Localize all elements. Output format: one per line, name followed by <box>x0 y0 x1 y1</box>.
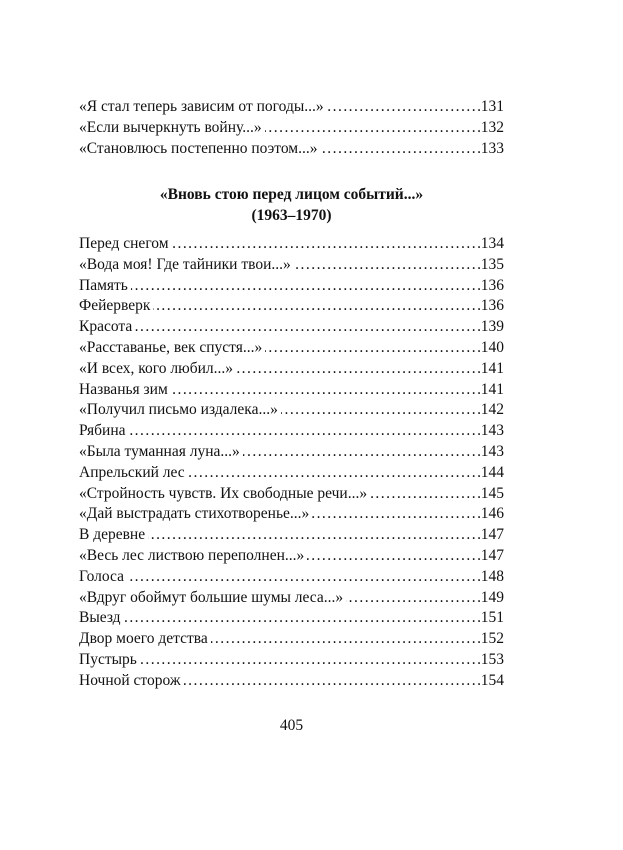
toc-entry <box>79 400 504 421</box>
toc-entry-page: 147 <box>480 526 504 544</box>
toc-entry <box>79 338 504 359</box>
dot-leader <box>265 338 480 359</box>
dot-leader <box>148 525 480 546</box>
dot-leader <box>171 380 480 401</box>
toc-entry <box>79 118 504 139</box>
toc-entry-title: «Дай выстрадать стихотворенье...» <box>79 505 310 523</box>
toc-entry-page: 142 <box>480 401 504 419</box>
dot-leader <box>127 567 480 588</box>
toc-entry-title: В деревне <box>79 526 146 544</box>
toc-entry <box>79 463 504 484</box>
toc-entry-page: 141 <box>480 380 504 398</box>
dot-leader <box>265 118 480 139</box>
toc-entry-page: 134 <box>480 235 504 252</box>
section-heading <box>79 184 504 226</box>
toc-entry <box>79 588 504 609</box>
toc-entry-title: «Весь лес листвою переполнен...» <box>79 546 305 564</box>
dot-leader <box>243 442 480 463</box>
dot-leader <box>129 421 480 442</box>
dot-leader <box>312 504 479 525</box>
toc-entry-page: 145 <box>480 484 504 502</box>
toc-entry <box>79 139 504 160</box>
dot-leader <box>281 400 480 421</box>
toc-entry-title: «Вода моя! Где тайники твои...» <box>79 255 291 273</box>
dot-leader <box>307 546 479 567</box>
dot-leader <box>346 588 480 609</box>
toc-entry-title: Красота <box>79 318 133 336</box>
dot-leader <box>294 255 480 276</box>
toc-entry-page: 136 <box>480 276 504 294</box>
toc-entry-page: 152 <box>480 630 504 648</box>
toc-entry-page: 154 <box>480 671 504 689</box>
toc-entry <box>79 629 504 650</box>
toc-entry-page: 149 <box>480 588 504 606</box>
toc-entry-page: 153 <box>480 650 504 668</box>
toc-entry-title: «Вдруг обоймут большие шумы леса...» <box>79 588 344 606</box>
toc-entry <box>79 504 504 525</box>
dot-leader <box>211 629 480 650</box>
toc-entry-title: «И всех, кого любил...» <box>79 359 233 377</box>
toc-entry <box>79 525 504 546</box>
dot-leader <box>184 671 480 692</box>
toc-entry-page: 146 <box>480 505 504 523</box>
dot-leader <box>236 359 480 380</box>
dot-leader <box>131 276 480 297</box>
toc-entry-title: Рябина <box>79 422 126 440</box>
toc-entry <box>79 317 504 338</box>
toc-entry-page: 147 <box>480 546 504 564</box>
dot-leader <box>320 139 479 160</box>
toc-list-top <box>79 97 504 159</box>
toc-entry-page: 135 <box>480 255 504 273</box>
toc-entry-page: 132 <box>480 118 504 136</box>
toc-entry <box>79 359 504 380</box>
toc-entry <box>79 380 504 401</box>
toc-entry <box>79 484 504 505</box>
toc-entry-title: «Была туманная луна...» <box>79 442 240 460</box>
toc-entry <box>79 234 504 255</box>
toc-entry-title: Названья зим <box>79 380 168 398</box>
toc-entry-page: 139 <box>480 318 504 336</box>
toc-entry-page: 136 <box>480 297 504 315</box>
toc-entry-page: 133 <box>480 139 504 157</box>
toc-entry <box>79 546 504 567</box>
dot-leader <box>124 608 480 629</box>
toc-entry-title: Фейерверк <box>79 297 151 315</box>
dot-leader <box>327 97 480 118</box>
toc-entry <box>79 442 504 463</box>
toc-entry-page: 141 <box>480 359 504 377</box>
dot-leader <box>172 234 480 255</box>
toc-entry-title: «Если вычеркнуть войну...» <box>79 118 262 136</box>
toc-entry-title: Пустырь <box>79 650 137 668</box>
toc-entry <box>79 296 504 317</box>
dot-leader <box>153 296 479 317</box>
section-years: (1963–1970) <box>251 207 332 224</box>
toc-entry-title: «Стройность чувств. Их свободные речи...» <box>79 484 368 502</box>
toc-entry <box>79 255 504 276</box>
toc-entry-page: 148 <box>480 567 504 585</box>
section-title: «Вновь стою перед лицом событий...» <box>159 186 424 203</box>
toc-entry-page: 143 <box>480 422 504 440</box>
toc-entry-page: 131 <box>480 98 504 115</box>
toc-entry-title: Выезд <box>79 609 121 627</box>
dot-leader <box>135 317 480 338</box>
toc-entry-page: 144 <box>480 463 504 481</box>
toc-entry-title: Ночной сторож <box>79 671 181 689</box>
toc-entry <box>79 421 504 442</box>
toc-entry <box>79 650 504 671</box>
toc-entry-title: «Становлюсь постепенно поэтом...» <box>79 139 318 157</box>
toc-entry-title: «Я стал теперь зависим от погоды...» <box>79 98 324 115</box>
page-number: 405 <box>279 717 304 734</box>
dot-leader <box>370 484 480 505</box>
toc-entry <box>79 276 504 297</box>
toc-entry <box>79 671 504 692</box>
toc-entry-page: 143 <box>480 442 504 460</box>
toc-entry-page: 140 <box>480 338 504 356</box>
toc-entry <box>79 567 504 588</box>
toc-entry-title: Память <box>79 276 128 294</box>
toc-entry-page: 151 <box>480 609 504 627</box>
toc-entry-title: Перед снегом <box>79 235 169 252</box>
toc-entry-title: Двор моего детства <box>79 630 208 648</box>
toc-entry-title: «Расставанье, век спустя...» <box>79 338 263 356</box>
toc-list-section <box>79 234 504 692</box>
toc-entry-title: «Получил письмо издалека...» <box>79 401 278 419</box>
toc-entry <box>79 608 504 629</box>
dot-leader <box>140 650 480 671</box>
dot-leader <box>188 463 480 484</box>
toc-entry-title: Голоса <box>79 567 124 585</box>
toc-entry-title: Апрельский лес <box>79 463 185 481</box>
toc-entry <box>79 97 504 118</box>
